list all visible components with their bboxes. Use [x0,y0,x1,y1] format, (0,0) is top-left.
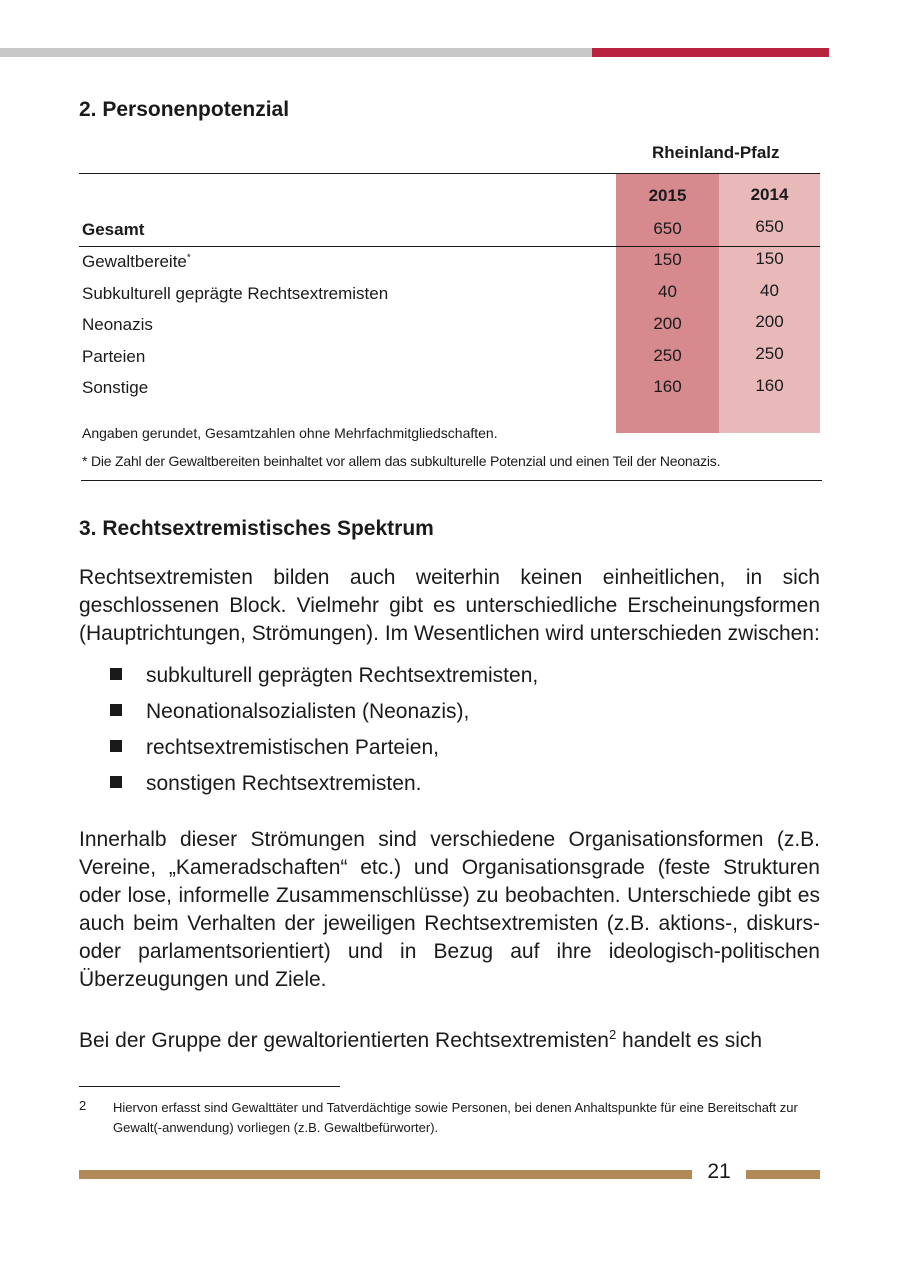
row-label-sonstige: Sonstige [82,378,149,397]
list-item: Neonationalsozialisten (Neonazis), [110,698,469,726]
list-item: sonstigen Rechtsextremisten. [110,770,421,798]
paragraph-intro: Rechtsextremisten bilden auch weiterhin keinen einheitlichen, in sich geschlossenen Block. Vielmehr gibt es unterschiedliche Erscheinungsformen (Hauptrichtungen, Strömungen). Im Wesentlichen wird unterschieden zwischen: [79,566,820,645]
row-neonazis-2015: 200 [653,314,682,333]
row-label-neonazis: Neonazis [82,315,153,334]
table-total-rule [79,246,820,247]
footnote-rule [79,1086,340,1087]
table-note-rounding: Angaben gerundet, Gesamtzahlen ohne Mehrfachmitgliedschaften. [82,425,498,441]
footnote-text: Hiervon erfasst sind Gewalttäter und Tatverdächtige sowie Personen, bei denen Anhaltspunkte für eine Bereitschaft zur Gewalt(-anwendung) vorliegen (z.B. Gewaltbefürworter). [113,1100,798,1135]
list-item: rechtsextremistischen Parteien, [110,734,439,762]
total-2015: 650 [653,219,682,238]
table-note-asterisk: * Die Zahl der Gewaltbereiten beinhaltet vor allem das subkulturelle Potenzial und einen Teil der Neonazis. [82,453,721,469]
bottom-bar-left [79,1170,692,1179]
total-2014: 650 [755,217,784,236]
row-label-parteien: Parteien [82,347,146,366]
footnote-number: 2 [79,1098,87,1113]
bullet-square-icon [110,740,122,752]
total-label: Gesamt [82,220,145,239]
bottom-bar-right [746,1170,820,1179]
footnote-reference: 2 [608,1027,617,1042]
section-2-heading: 2. Personenpotenzial [79,98,290,121]
row-gewaltbereite-2015: 150 [653,250,682,269]
row-parteien-2015: 250 [653,346,682,365]
paragraph-violence: Bei der Gruppe der gewaltorientierten Rechtsextremisten$^2$ handelt es sich [79,1027,763,1052]
bullet-square-icon [110,776,122,788]
row-asterisk: * [186,252,191,264]
bullet-square-icon [110,668,122,680]
row-gewaltbereite-2014: 150 [755,249,784,268]
table-bottom-rule [81,480,822,481]
page-number: 21 [707,1160,731,1183]
row-subkulturell-2014: 40 [760,281,779,300]
top-bar-red [592,48,829,57]
table-region-header: Rheinland-Pfalz [652,143,780,162]
row-label-subkulturell: Subkulturell geprägte Rechtsextremisten [82,284,389,303]
row-sonstige-2015: 160 [653,377,682,396]
list-item: subkulturell geprägten Rechtsextremisten, [110,662,538,690]
bullet-square-icon [110,704,122,716]
row-subkulturell-2015: 40 [658,282,677,301]
row-sonstige-2014: 160 [755,376,784,395]
section-3-heading: 3. Rechtsextremistisches Spektrum [79,517,434,540]
row-label-gewaltbereite: Gewaltbereite* [82,252,191,271]
row-parteien-2014: 250 [755,344,784,363]
year-2014-header: 2014 [750,185,789,204]
row-neonazis-2014: 200 [755,312,784,331]
top-bar-gray [0,48,592,57]
paragraph-strands: Innerhalb dieser Strömungen sind verschiedene Organisationsformen (z.B. Vereine, „Kameradschaften“ etc.) und Organisationsgrade (feste Strukturen oder lose, informelle Zusammenschlüsse) zu beobachten. Unterschiede gibt es auch beim Verhalten der jeweiligen Rechtsextremisten (z.B. aktions-, diskurs- oder parlamentsorientiert) und in Bezug auf ihre ideologisch-politischen Überzeugungen und Ziele. [79,828,820,991]
year-2015-header: 2015 [648,186,687,205]
